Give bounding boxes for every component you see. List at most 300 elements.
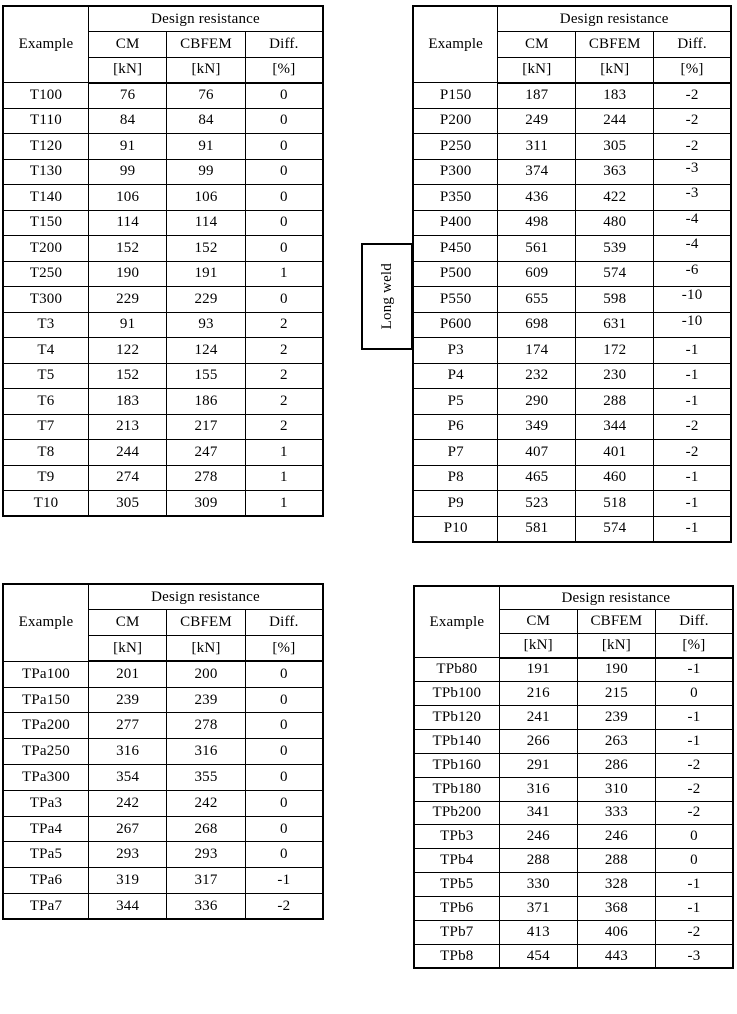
cell-cbfem: 84 (167, 108, 245, 134)
cell-cbfem: 406 (577, 920, 655, 944)
cell-example: P400 (413, 210, 498, 236)
table-row (413, 134, 731, 160)
cell-diff: -1 (654, 516, 731, 542)
cell-example: TPb100 (414, 682, 499, 706)
cell-cm: 266 (499, 729, 577, 753)
cell-cm: 319 (88, 868, 166, 894)
cell-diff: 1 (245, 491, 323, 517)
cell-diff: 0 (245, 687, 323, 713)
cell-diff: -1 (245, 868, 323, 894)
cell-cbfem: 172 (576, 338, 654, 364)
cell-cbfem: 155 (167, 363, 245, 389)
cell-cm: 191 (499, 658, 577, 682)
cell-example: T100 (3, 83, 88, 109)
cell-example: TPa7 (3, 894, 88, 920)
unit-cm: [kN] (498, 57, 576, 83)
cell-cbfem: 186 (167, 389, 245, 415)
cell-diff: 0 (245, 661, 323, 687)
cell-example: TPa6 (3, 868, 88, 894)
cell-cm: 106 (88, 185, 166, 211)
cell-example: TPb7 (414, 920, 499, 944)
header-diff: Diff. (655, 610, 733, 634)
table-row (3, 338, 323, 364)
cell-example: TPa250 (3, 739, 88, 765)
cell-diff: 2 (245, 363, 323, 389)
cell-cm: 241 (499, 705, 577, 729)
cell-cm: 201 (88, 661, 166, 687)
cell-diff: -2 (245, 894, 323, 920)
cell-diff: -1 (655, 658, 733, 682)
cell-diff: 1 (245, 465, 323, 491)
table-row (414, 920, 733, 944)
cell-example: P500 (413, 261, 498, 287)
table-row (413, 363, 731, 389)
table-tpb-weld-series (413, 585, 734, 969)
cell-cm: 216 (499, 682, 577, 706)
cell-diff: 0 (245, 842, 323, 868)
header-cbfem: CBFEM (576, 32, 654, 58)
cell-cbfem: 518 (576, 491, 654, 517)
cell-cbfem: 91 (167, 134, 245, 160)
table-row (414, 897, 733, 921)
cell-example: P350 (413, 185, 498, 211)
cell-cm: 465 (498, 465, 576, 491)
cell-cbfem: 288 (577, 849, 655, 873)
cell-diff: -1 (655, 705, 733, 729)
cell-cbfem: 278 (167, 713, 245, 739)
unit-cm: [kN] (88, 57, 166, 83)
cell-cbfem: 328 (577, 873, 655, 897)
cell-example: T8 (3, 440, 88, 466)
cell-diff: -6 (654, 261, 731, 287)
cell-cbfem: 152 (167, 236, 245, 262)
unit-diff: [%] (654, 57, 731, 83)
cell-cm: 371 (499, 897, 577, 921)
table-row (3, 661, 323, 687)
cell-diff: -1 (654, 465, 731, 491)
header-example: Example (3, 6, 88, 83)
cell-cbfem: 344 (576, 414, 654, 440)
cell-example: TPa200 (3, 713, 88, 739)
cell-diff: -2 (655, 801, 733, 825)
cell-example: TPb120 (414, 705, 499, 729)
cell-diff: 1 (245, 440, 323, 466)
cell-diff: -10 (654, 287, 731, 313)
cell-cm: 114 (88, 210, 166, 236)
cell-example: T120 (3, 134, 88, 160)
table-tpa-weld-series (2, 583, 324, 920)
header-diff: Diff. (654, 32, 731, 58)
cell-cbfem: 268 (167, 816, 245, 842)
cell-example: P3 (413, 338, 498, 364)
cell-diff: -2 (655, 920, 733, 944)
table-row (414, 658, 733, 682)
cell-diff: -2 (654, 108, 731, 134)
cell-cm: 229 (88, 287, 166, 313)
cell-example: TPa3 (3, 790, 88, 816)
unit-diff: [%] (655, 634, 733, 658)
header-example: Example (3, 584, 88, 661)
cell-cbfem: 183 (576, 83, 654, 109)
cell-cm: 122 (88, 338, 166, 364)
cell-cm: 288 (499, 849, 577, 873)
cell-cbfem: 631 (576, 312, 654, 338)
cell-example: P600 (413, 312, 498, 338)
cell-example: TPa150 (3, 687, 88, 713)
cell-cm: 249 (498, 108, 576, 134)
cell-example: TPa4 (3, 816, 88, 842)
cell-cm: 581 (498, 516, 576, 542)
cell-diff: -1 (654, 338, 731, 364)
header-design-resistance: Design resistance (88, 6, 323, 32)
table-row (3, 261, 323, 287)
cell-example: T3 (3, 312, 88, 338)
cell-diff: 0 (245, 134, 323, 160)
cell-diff: 2 (245, 312, 323, 338)
cell-cbfem: 93 (167, 312, 245, 338)
cell-cm: 190 (88, 261, 166, 287)
cell-example: TPb160 (414, 753, 499, 777)
cell-diff: -3 (655, 944, 733, 968)
cell-diff: 0 (245, 236, 323, 262)
cell-cm: 609 (498, 261, 576, 287)
cell-example: T130 (3, 159, 88, 185)
cell-cm: 454 (499, 944, 577, 968)
cell-cbfem: 305 (576, 134, 654, 160)
table-row (414, 777, 733, 801)
header-cbfem: CBFEM (167, 610, 245, 636)
table-row (3, 236, 323, 262)
cell-cm: 293 (88, 842, 166, 868)
cell-diff: -2 (654, 83, 731, 109)
cell-cm: 290 (498, 389, 576, 415)
cell-example: P200 (413, 108, 498, 134)
cell-example: P150 (413, 83, 498, 109)
cell-cbfem: 355 (167, 765, 245, 791)
unit-diff: [%] (245, 636, 323, 662)
cell-cbfem: 368 (577, 897, 655, 921)
cell-example: P5 (413, 389, 498, 415)
cell-cbfem: 401 (576, 440, 654, 466)
cell-cbfem: 333 (577, 801, 655, 825)
table-row (413, 185, 731, 211)
cell-cbfem: 539 (576, 236, 654, 262)
cell-diff: 2 (245, 338, 323, 364)
table-row (413, 312, 731, 338)
cell-cbfem: 574 (576, 261, 654, 287)
table-row (3, 440, 323, 466)
table-row (3, 185, 323, 211)
cell-cbfem: 239 (577, 705, 655, 729)
table-row (413, 287, 731, 313)
table-t-weld-series (2, 5, 324, 517)
cell-cbfem: 293 (167, 842, 245, 868)
cell-cm: 698 (498, 312, 576, 338)
table-row (3, 765, 323, 791)
cell-cm: 239 (88, 687, 166, 713)
table-row (3, 210, 323, 236)
cell-cbfem: 317 (167, 868, 245, 894)
table-row (3, 687, 323, 713)
cell-diff: -1 (654, 389, 731, 415)
cell-diff: 2 (245, 389, 323, 415)
cell-diff: -2 (654, 440, 731, 466)
cell-example: P7 (413, 440, 498, 466)
tpb-comparison-table (413, 585, 734, 969)
cell-example: P250 (413, 134, 498, 160)
cell-diff: -1 (655, 897, 733, 921)
cell-cbfem: 286 (577, 753, 655, 777)
table-row (3, 713, 323, 739)
unit-cbfem: [kN] (576, 57, 654, 83)
header-design-resistance: Design resistance (88, 584, 323, 610)
header-diff: Diff. (245, 32, 323, 58)
cell-diff: 0 (245, 816, 323, 842)
cell-cm: 316 (499, 777, 577, 801)
cell-example: T6 (3, 389, 88, 415)
cell-diff: -2 (654, 134, 731, 160)
unit-cm: [kN] (499, 634, 577, 658)
cell-cm: 183 (88, 389, 166, 415)
cell-diff: 0 (245, 739, 323, 765)
table-row (3, 739, 323, 765)
table-row (413, 338, 731, 364)
cell-cbfem: 239 (167, 687, 245, 713)
cell-cbfem: 215 (577, 682, 655, 706)
cell-cbfem: 598 (576, 287, 654, 313)
cell-example: P4 (413, 363, 498, 389)
cell-diff: 0 (245, 713, 323, 739)
cell-diff: -3 (654, 185, 731, 211)
header-cbfem: CBFEM (167, 32, 245, 58)
table-row (413, 516, 731, 542)
table-row (3, 312, 323, 338)
cell-example: P10 (413, 516, 498, 542)
cell-cbfem: 336 (167, 894, 245, 920)
cell-cm: 152 (88, 363, 166, 389)
cell-example: T5 (3, 363, 88, 389)
table-row (414, 825, 733, 849)
cell-cm: 232 (498, 363, 576, 389)
unit-cm: [kN] (88, 636, 166, 662)
cell-cm: 274 (88, 465, 166, 491)
cell-cm: 152 (88, 236, 166, 262)
cell-example: T300 (3, 287, 88, 313)
cell-cbfem: 191 (167, 261, 245, 287)
cell-cm: 277 (88, 713, 166, 739)
cell-diff: -1 (654, 363, 731, 389)
cell-cm: 354 (88, 765, 166, 791)
cell-cm: 84 (88, 108, 166, 134)
table-row (414, 944, 733, 968)
table-row (413, 210, 731, 236)
cell-diff: 1 (245, 261, 323, 287)
cell-diff: -3 (654, 159, 731, 185)
table-row (3, 83, 323, 109)
cell-example: TPa300 (3, 765, 88, 791)
cell-diff: -10 (654, 312, 731, 338)
cell-example: TPb80 (414, 658, 499, 682)
table-row (413, 389, 731, 415)
cell-cbfem: 247 (167, 440, 245, 466)
cell-cm: 91 (88, 134, 166, 160)
long-weld-label: Long weld (378, 263, 395, 330)
cell-example: TPb8 (414, 944, 499, 968)
cell-cm: 267 (88, 816, 166, 842)
cell-cbfem: 124 (167, 338, 245, 364)
cell-example: T9 (3, 465, 88, 491)
unit-diff: [%] (245, 57, 323, 83)
cell-diff: -1 (655, 873, 733, 897)
cell-example: TPb140 (414, 729, 499, 753)
cell-example: P300 (413, 159, 498, 185)
table-row (414, 705, 733, 729)
cell-example: T10 (3, 491, 88, 517)
cell-cm: 91 (88, 312, 166, 338)
cell-cbfem: 230 (576, 363, 654, 389)
table-row (413, 108, 731, 134)
cell-cbfem: 263 (577, 729, 655, 753)
cell-example: P6 (413, 414, 498, 440)
table-row (3, 491, 323, 517)
header-cbfem: CBFEM (577, 610, 655, 634)
cell-example: T150 (3, 210, 88, 236)
cell-cm: 655 (498, 287, 576, 313)
cell-cm: 330 (499, 873, 577, 897)
cell-cm: 349 (498, 414, 576, 440)
cell-diff: -4 (654, 236, 731, 262)
cell-example: T7 (3, 414, 88, 440)
cell-cbfem: 316 (167, 739, 245, 765)
cell-cm: 244 (88, 440, 166, 466)
cell-diff: 0 (245, 159, 323, 185)
cell-diff: -2 (655, 753, 733, 777)
header-cm: CM (498, 32, 576, 58)
cell-cm: 76 (88, 83, 166, 109)
header-design-resistance: Design resistance (498, 6, 731, 32)
table-row (3, 134, 323, 160)
cell-example: P8 (413, 465, 498, 491)
header-cm: CM (499, 610, 577, 634)
cell-cbfem: 76 (167, 83, 245, 109)
unit-cbfem: [kN] (167, 57, 245, 83)
table-row (414, 801, 733, 825)
cell-cm: 523 (498, 491, 576, 517)
table-row (414, 873, 733, 897)
table-row (413, 491, 731, 517)
table-row (3, 868, 323, 894)
cell-cbfem: 242 (167, 790, 245, 816)
table-row (414, 753, 733, 777)
table-row (413, 414, 731, 440)
cell-cbfem: 310 (577, 777, 655, 801)
cell-cm: 213 (88, 414, 166, 440)
cell-cm: 311 (498, 134, 576, 160)
cell-diff: 0 (245, 765, 323, 791)
cell-diff: 0 (245, 287, 323, 313)
cell-example: T250 (3, 261, 88, 287)
p-comparison-table (412, 5, 732, 543)
cell-example: T140 (3, 185, 88, 211)
cell-cm: 561 (498, 236, 576, 262)
table-row (3, 894, 323, 920)
cell-cm: 413 (499, 920, 577, 944)
cell-cm: 99 (88, 159, 166, 185)
tpa-comparison-table (2, 583, 324, 920)
long-weld-sidebar (361, 243, 413, 350)
table-p-weld-series (412, 5, 732, 543)
cell-diff: 0 (245, 790, 323, 816)
cell-cbfem: 190 (577, 658, 655, 682)
cell-cbfem: 244 (576, 108, 654, 134)
cell-diff: 0 (245, 83, 323, 109)
table-row (3, 159, 323, 185)
table-row (3, 108, 323, 134)
header-cm: CM (88, 610, 166, 636)
cell-diff: 0 (655, 682, 733, 706)
header-cm: CM (88, 32, 166, 58)
table-row (414, 682, 733, 706)
cell-diff: -4 (654, 210, 731, 236)
unit-cbfem: [kN] (577, 634, 655, 658)
header-design-resistance: Design resistance (499, 586, 733, 610)
cell-cbfem: 200 (167, 661, 245, 687)
cell-example: T4 (3, 338, 88, 364)
table-row (3, 287, 323, 313)
cell-cm: 305 (88, 491, 166, 517)
table-row (413, 261, 731, 287)
cell-diff: 0 (245, 108, 323, 134)
cell-diff: -1 (654, 491, 731, 517)
cell-cm: 291 (499, 753, 577, 777)
header-example: Example (414, 586, 499, 658)
unit-cbfem: [kN] (167, 636, 245, 662)
table-row (3, 842, 323, 868)
cell-cbfem: 229 (167, 287, 245, 313)
cell-diff: 0 (655, 849, 733, 873)
cell-cbfem: 217 (167, 414, 245, 440)
cell-example: P450 (413, 236, 498, 262)
cell-cbfem: 480 (576, 210, 654, 236)
cell-cbfem: 422 (576, 185, 654, 211)
cell-cm: 436 (498, 185, 576, 211)
cell-diff: 2 (245, 414, 323, 440)
cell-cbfem: 99 (167, 159, 245, 185)
table-row (3, 363, 323, 389)
cell-cm: 246 (499, 825, 577, 849)
cell-example: P9 (413, 491, 498, 517)
cell-example: T110 (3, 108, 88, 134)
table-row (413, 159, 731, 185)
cell-cbfem: 309 (167, 491, 245, 517)
cell-cm: 187 (498, 83, 576, 109)
cell-cm: 316 (88, 739, 166, 765)
cell-example: T200 (3, 236, 88, 262)
cell-diff: -2 (654, 414, 731, 440)
cell-example: TPb6 (414, 897, 499, 921)
cell-example: TPa5 (3, 842, 88, 868)
cell-diff: 0 (245, 185, 323, 211)
cell-cbfem: 106 (167, 185, 245, 211)
table-row (413, 440, 731, 466)
cell-diff: 0 (655, 825, 733, 849)
t-comparison-table (2, 5, 324, 517)
table-row (3, 389, 323, 415)
cell-cbfem: 460 (576, 465, 654, 491)
cell-cbfem: 443 (577, 944, 655, 968)
cell-example: TPb5 (414, 873, 499, 897)
table-row (414, 849, 733, 873)
